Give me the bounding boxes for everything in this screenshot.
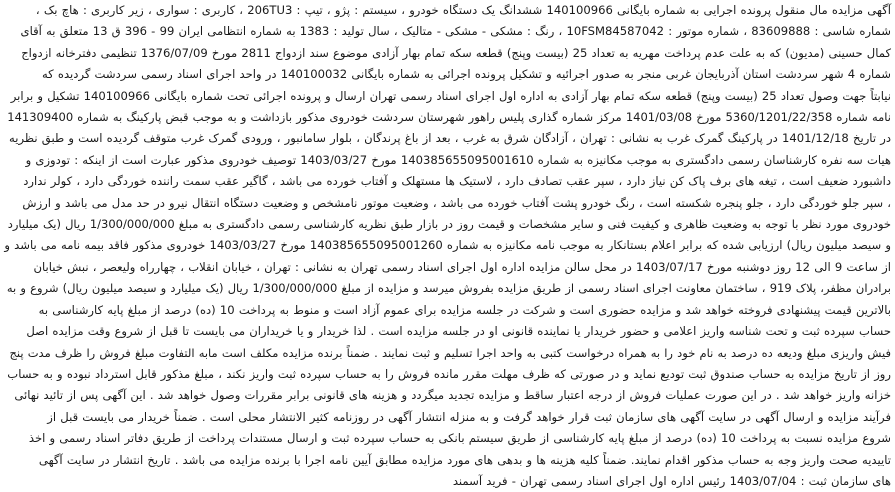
notice-line-15: بالاترین قیمت پیشنهادی فروخته خواهد شد و مزایده حضوری است و شرکت در جلسه مزایده برای عموم آزاد است و منوط به پرداخت 10 (ده) درصد از مبلغ پایه کارشناسی به <box>38 302 891 317</box>
notice-line-8: هیات سه نفره کارشناسان رسمی دادگستری به موجب مکانیزه به شماره 140385655095001610 مورخ 1403/03/27 توصیف خودروی مذکور عبارت است از اینکه : تودوزی و <box>25 152 891 167</box>
notice-line-14: برادران مظفر، پلاک 919 ، ساختمان معاونت اجرای اسناد رسمی از طریق مزایده بفروش میرسد و مزایده از مبلغ 1/300/000/000 ریال (یک میلیارد و سیصد میلیون ریال) شروع و به <box>6 281 891 296</box>
notice-line-9: داشبورد ضعیف است ، تیغه های برف پاک کن نیاز دارد ، سپر عقب تصادف دارد ، لاستیک ها مستهلک و آفتاب خورده می باشد ، گاگیر عقب سمت راننده خوردگی دارد ، کولر ندارد <box>23 174 891 189</box>
notice-line-2: شماره شاسی : 83609888 ، شماره موتور : 10FSM84587042 ، رنگ : مشکی - مشکی - متالیک ، سال تولید : 1383 به شماره انتظامی ایران 99 - 396 ق 13 متعلق به آقای <box>20 24 891 39</box>
notice-line-4: شماره 4 شهر سردشت استان آذربایجان غربی منجر به صدور اجرائیه و تشکیل پرونده اجرائی به شماره بایگانی 140100032 در واحد اجرای اسناد رسمی سردشت گردیده که <box>41 67 891 82</box>
notice-line-16: حساب سپرده ثبت و تحت شناسه واریز اعلامی و حضور خریدار یا نماینده قانونی او در جلسه مزایده است . لذا خریدار و یا خریداران می بایست تا قبل از شروع وقت مزایده اصل <box>26 324 891 339</box>
notice-line-18: روز از تاریخ مزایده به حساب صندوق ثبت تودیع نماید و در صورتی که ظرف مهلت مقرر مانده فروش را به حساب سپرده ثبت واریز نکند ، مبلغ مذکور قابل استرداد نبوده و به حساب <box>7 366 891 381</box>
notice-line-20: فرآیند مزایده و ارسال آگهی در سایت آگهی های سازمان ثبت قرار خواهد گرفت و به منزله انتشار آگهی در روزنامه کثیر الانتشار محلی است . ضمناً خریدار می بایست قبل از <box>47 409 891 424</box>
notice-line-3: کمال حسینی (مدیون) که به علت عدم پرداخت مهریه به تعداد 25 (بیست وپنج) قطعه سکه تمام بهار آزادی موضوع سند ازدواج 2811 مورخ 1376/07/09 تنظیمی دفترخانه ازدواج <box>21 45 891 60</box>
notice-line-22: تاییدیه صحت واریز وجه به حساب مذکور اقدام نمایند. ضمناً کلیه هزینه ها و بدهی های مورد مزایده مطابق آیین نامه اجرا با برنده مزایده می باشد . تاریخ انتشار در سایت آگهی <box>38 452 891 467</box>
notice-line-13: از ساعت 9 الی 12 روز دوشنبه مورخ 1403/07/17 در محل سالن مزایده اداره اول اجرای اسناد رسمی تهران به نشانی : تهران ، خیابان انقلاب ، چهارراه ولیعصر ، نبش خیابان <box>33 259 891 274</box>
auction-notice-body <box>4 0 891 488</box>
notice-line-17: فیش واریزی مبلغ ودیعه ده درصد به نام خود را به همراه درخواست کتبی به واحد اجرا تسلیم و ثبت نمایند . ضمناً برنده مزایده مکلف است مابه التفاوت مبلغ فروش را ظرف مدت پنج <box>9 345 891 360</box>
notice-line-5: نیابتاً جهت وصول تعداد 25 (بیست وپنج) قطعه سکه تمام بهار آزادی به اداره اول اجرای اسناد رسمی تهران ارسال و پرونده اجرائی تحت شماره بایگانی 140100966 تشکیل و برابر <box>10 88 891 103</box>
notice-line-19: خزانه واریز خواهد شد . در این صورت عملیات فروش از درجه اعتبار ساقط و مزایده تجدید میگردد و هزینه های قانونی برابر مقررات وصول خواهد شد . این آگهی پس از تائید نهائی <box>14 388 891 403</box>
notice-line-7: در تاریخ 1401/12/18 در پارکینگ گمرک غرب به نشانی : تهران ، آزادگان شرق به غرب ، بعد از باغ پرندگان ، بلوار سامانبور ، ورودی گمرک غرب متوقف گردیده است و طبق نظریه <box>9 131 891 146</box>
notice-line-10: ، سپر جلو خوردگی دارد ، جلو پنجره شکسته است ، رنگ خودرو پشت آفتاب خورده می باشد ، وضعیت موتور نامشخص و وضعیت دستگاه انتقال نیرو در حد مدل می باشد و ارزش <box>22 195 891 210</box>
notice-line-12: و سیصد میلیون ریال) ارزیابی شده که برابر اعلام بستانکار به موجب نامه مکانیزه به شماره 140385655095001260 مورخ 1403/03/27 خودروی مذکور فاقد بیمه نامه می باشد و <box>4 238 891 253</box>
notice-line-21: شروع مزایده نسبت به پرداخت 10 (ده) درصد از مبلغ پایه کارشناسی از طریق سیستم بانکی به حساب سپرده ثبت و ارسال مستندات پرداخت از طریق دفاتر اسناد رسمی و اخذ <box>28 431 891 446</box>
notice-line-6: نامه شماره 5360/1201/22/358 مورخ 1401/03/08 مرکز شماره گذاری پلیس راهور شهرستان سردشت خودروی مذکور بازداشت و به موجب قبض پارکینگ به شماره 141309400 <box>7 110 891 125</box>
notice-line-23: های سازمان ثبت : 1403/07/04 رئیس اداره اول اجرای اسناد رسمی تهران - فرید آسمند <box>452 473 891 488</box>
notice-line-1: آگهی مزایده مال منقول پرونده اجرایی به شماره بایگانی 140100966 ششدانگ یک دستگاه خودرو ، سیستم : پژو ، تیپ : 206TU3 ، کاربری : سواری ، زیر کاربری : هاچ بک ، <box>35 3 891 17</box>
notice-line-11: خودروی مورد نظر با توجه به وضعیت ظاهری و کیفیت فنی و سایر مشخصات و قیمت روز در بازار طبق نظریه کارشناسی رسمی دادگستری به مبلغ 1/300/000/000 ریال (یک میلیارد <box>7 217 891 232</box>
